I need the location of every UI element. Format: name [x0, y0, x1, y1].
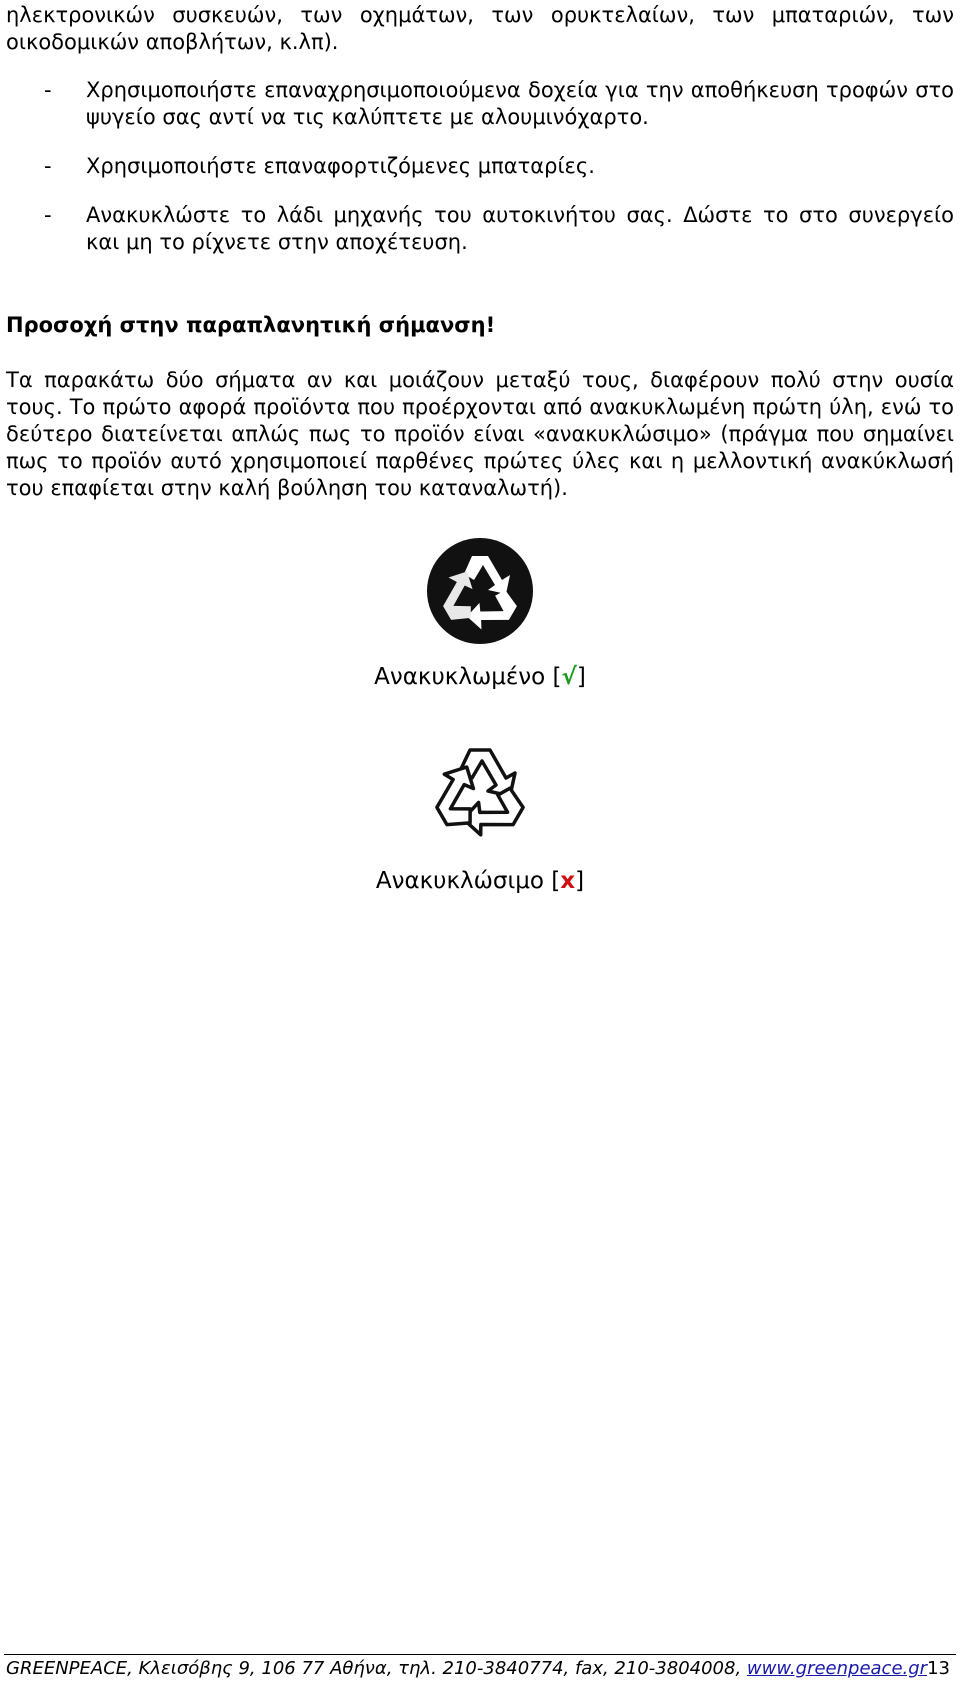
recycled-caption: [6, 662, 954, 692]
recycled-caption-text: Ανακυκλωμένο: [374, 664, 546, 690]
bullet-rechargeable-batteries: [6, 153, 954, 180]
explanation-paragraph: Τα παρακάτω δύο σήματα αν και μοιάζουν μεταξύ τους, διαφέρουν πολύ στην ουσία τους. Το πρώτο αφορά προϊόντα που προέρχονται από ανακυκλωμένη πρώτη ύλη, ενώ το δεύτερο διατείνεται απλώς πως το προϊόν είναι «ανακυκλώσιμο» (πράγμα που σημαίνει πως το προϊόν αυτό χρησιμοποιεί παρθένες πρώτες ύλες και η μελλοντική ανακύκλωσή του επαφίεται στην καλή βούληση του καταναλωτή).: [6, 368, 954, 500]
recyclable-open-bracket: [: [551, 868, 561, 894]
page-footer: [6, 1658, 950, 1680]
footer-divider: [4, 1654, 956, 1655]
footer-website-link[interactable]: www.greenpeace.gr: [746, 1658, 928, 1679]
bullet-recycle-engine-oil: [6, 202, 954, 256]
bullet-text: Ανακυκλώστε το λάδι μηχανής του αυτοκινήτου σας. Δώστε το στο συνεργείο και μη το ρίχνετε στην αποχέτευση.: [86, 203, 954, 254]
bullet-reusable-containers: [6, 77, 954, 131]
continuation-paragraph: ηλεκτρονικών συσκευών, των οχημάτων, των ορυκτελαίων, των μπαταριών, των οικοδομικών αποβλήτων, κ.λπ).: [6, 3, 954, 54]
bullet-dash: -: [44, 78, 52, 102]
warning-heading: Προσοχή στην παραπλανητική σήμανση!: [6, 313, 496, 337]
bullet-text: Χρησιμοποιήστε επαναχρησιμοποιούμενα δοχεία για την αποθήκευση τροφών στο ψυγείο σας αντί να τις καλύπτετε με αλουμινόχαρτο.: [86, 78, 954, 129]
bullet-dash: -: [44, 154, 52, 178]
recycled-close-bracket: ]: [576, 664, 586, 690]
document-page: [6, 0, 954, 896]
bullet-text: Χρησιμοποιήστε επαναφορτιζόμενες μπαταρίες.: [86, 154, 595, 178]
page-number: 13: [927, 1658, 950, 1679]
recyclable-symbol-icon: [421, 736, 539, 844]
recycled-symbol-block: [6, 536, 954, 692]
cross-mark-icon: x: [560, 868, 576, 894]
footer-address: GREENPEACE, Κλεισόβης 9, 106 77 Αθήνα, τηλ. 210-3840774, fax, 210-3804008,: [6, 1658, 747, 1679]
recyclable-caption-text: Ανακυκλώσιμο: [375, 868, 544, 894]
check-mark-icon: √: [561, 664, 577, 690]
bullet-dash: -: [44, 203, 52, 227]
recyclable-close-bracket: ]: [575, 868, 585, 894]
recycled-open-bracket: [: [552, 664, 562, 690]
recyclable-caption: [6, 866, 954, 896]
recycled-symbol-icon: [425, 536, 535, 646]
recyclable-symbol-block: [6, 736, 954, 896]
